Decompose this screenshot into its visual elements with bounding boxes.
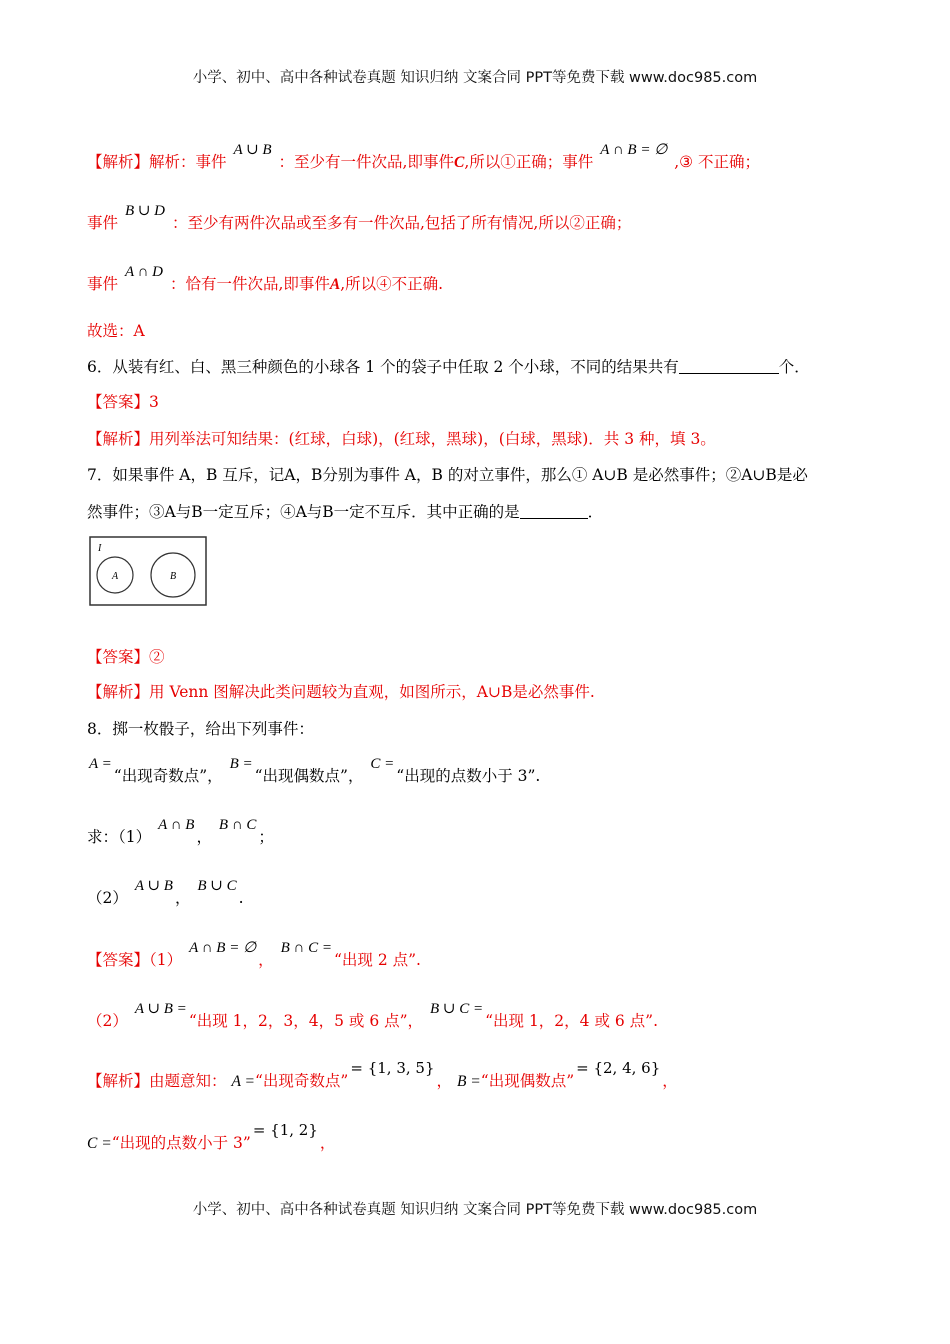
answer-blank xyxy=(520,502,588,519)
math-expression: A ∪ B xyxy=(233,142,272,158)
universe-label: I xyxy=(98,543,102,554)
q6-analysis: 【解析】用列举法可知结果：(红球，白球)，(红球，黑球)，(白球，黑球)．共 3 种，填 3。 xyxy=(87,430,716,448)
math-expression: A ∩ B = ∅ xyxy=(600,142,668,158)
page-header: 小学、初中、高中各种试卷真题 知识归纳 文案合同 PPT等免费下载 www.doc985.com xyxy=(192,70,758,86)
q7-answer: 【答案】② xyxy=(87,648,165,666)
set-a-label: A xyxy=(112,571,119,582)
q7-analysis: 【解析】用 Venn 图解决此类问题较为直观，如图所示，A∪B是必然事件. xyxy=(87,683,595,701)
math-expression: A ∩ D xyxy=(124,264,164,280)
q5-analysis-line-1: 【解析】解析：事件 A ∪ B ：至少有一件次品,即事件C,所以①正确；事件 A ∩ B = ∅ ,③ 不正确； xyxy=(87,142,760,171)
q7-question-line-2: 然事件；③A与B一定互斥；④A与B一定不互斥．其中正确的是 ． xyxy=(87,503,604,521)
q6-question: 6．从装有红、白、黑三种颜色的小球各 1 个的袋子中任取 2 个小球，不同的结果共有 个． xyxy=(87,358,810,376)
page-footer: 小学、初中、高中各种试卷真题 知识归纳 文案合同 PPT等免费下载 www.doc985.com xyxy=(192,1202,758,1218)
q5-choice: 故选：A xyxy=(87,322,145,340)
q6-answer: 【答案】3 xyxy=(87,393,159,411)
set-b-label: B xyxy=(170,571,177,582)
q8-ask-1: 求：（1） A ∩ B， B ∩ C； xyxy=(87,817,274,846)
q8-analysis-line-2: C =“出现的点数小于 3”= {1, 2}， xyxy=(87,1121,336,1152)
q5-analysis-line-3: 事件 A ∩ D ：恰有一件次品,即事件A,所以④不正确. xyxy=(87,264,444,293)
q7-question-line-1: 7．如果事件 A，B 互斥，记A，B分别为事件 A，B 的对立事件，那么① A∪B 是必然事件；②A∪B是必 xyxy=(87,466,808,484)
answer-blank xyxy=(679,357,779,374)
q8-event-definitions: A =“出现奇数点”， B =“出现偶数点”， C =“出现的点数小于 3”. xyxy=(89,756,541,785)
analysis-tag: 【解析】 xyxy=(87,153,150,171)
q8-question: 8．掷一枚骰子，给出下列事件： xyxy=(87,720,314,738)
q8-answer-1: 【答案】（1） A ∩ B = ∅， B ∩ C =“出现 2 点”. xyxy=(87,940,421,969)
q8-ask-2: （2） A ∪ B， B ∪ C. xyxy=(87,878,244,907)
q5-analysis-line-2: 事件 B ∪ D ：至少有两件次品或至多有一件次品,包括了所有情况,所以②正确； xyxy=(87,203,632,232)
q8-analysis-line-1: 【解析】由题意知： A =“出现奇数点”= {1, 3, 5}， B =“出现偶数点”= {2, 4, 6}， xyxy=(87,1059,678,1090)
math-expression: B ∪ D xyxy=(124,203,166,219)
universe-rectangle xyxy=(90,537,206,605)
venn-diagram xyxy=(89,536,207,606)
q8-answer-2: （2） A ∪ B =“出现 1，2，3，4，5 或 6 点”， B ∪ C =“出现 1，2，4 或 6 点”. xyxy=(87,1001,659,1030)
